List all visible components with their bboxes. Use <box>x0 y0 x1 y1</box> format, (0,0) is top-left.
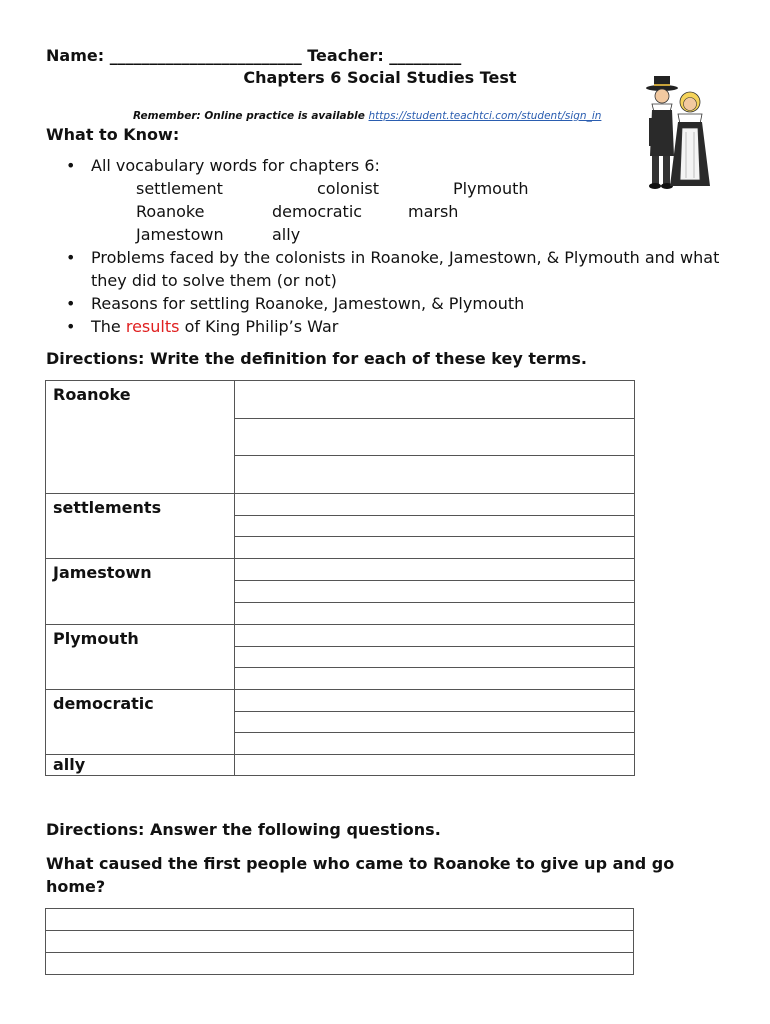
vocab-word: marsh <box>408 202 459 221</box>
answer-line[interactable] <box>235 419 635 456</box>
bullet-text-post: of King Philip’s War <box>184 317 339 336</box>
bullet-icon: • <box>66 248 76 267</box>
vocab-word: colonist <box>317 179 380 198</box>
answer-line[interactable] <box>235 733 635 755</box>
answer-line[interactable] <box>235 712 635 733</box>
answer-line[interactable] <box>235 494 635 516</box>
vocab-word: Roanoke <box>136 202 205 221</box>
answer-line[interactable] <box>235 559 635 581</box>
table-row <box>46 559 635 581</box>
teacher-label: Teacher: <box>307 46 384 65</box>
vocab-word: democratic <box>272 202 363 221</box>
term-cell: Plymouth <box>46 625 235 690</box>
teacher-blank[interactable]: _________ <box>389 46 462 65</box>
list-item <box>46 315 726 338</box>
name-blank[interactable]: ________________________ <box>109 46 302 65</box>
vocab-word: settlement <box>136 179 223 198</box>
term-cell: ally <box>46 755 235 776</box>
bullet-text-highlight: results <box>125 317 180 336</box>
answer-line[interactable] <box>235 690 635 712</box>
answer-line[interactable] <box>45 953 634 975</box>
answer-line[interactable] <box>45 908 634 931</box>
term-cell: Roanoke <box>46 381 235 494</box>
vocab-grid <box>91 177 726 246</box>
answer-line[interactable] <box>235 581 635 603</box>
term-cell: settlements <box>46 494 235 559</box>
name-label: Name: <box>46 46 105 65</box>
question-1: What caused the first people who came to Roanoke to give up and go home? <box>46 854 675 896</box>
bullet-icon: • <box>66 156 76 175</box>
page-title: Chapters 6 Social Studies Test <box>243 68 517 87</box>
what-to-know-heading: What to Know: <box>46 125 180 144</box>
answer-line[interactable] <box>235 647 635 668</box>
answer-line[interactable] <box>45 931 634 953</box>
term-cell: Jamestown <box>46 559 235 625</box>
question-1-answer-box <box>45 908 634 975</box>
term-cell: democratic <box>46 690 235 755</box>
list-item <box>46 246 726 292</box>
answer-line[interactable] <box>235 381 635 419</box>
vocab-intro: All vocabulary words for chapters 6: <box>91 156 380 175</box>
table-row <box>46 625 635 647</box>
vocab-word: ally <box>272 225 301 244</box>
answer-line[interactable] <box>235 456 635 494</box>
answer-line[interactable] <box>235 537 635 559</box>
table-row <box>46 494 635 516</box>
list-item <box>46 292 726 315</box>
answer-line[interactable] <box>235 516 635 537</box>
bullet-icon: • <box>66 317 76 336</box>
bullet-text-pre: The <box>91 317 121 336</box>
answer-line[interactable] <box>235 755 635 776</box>
table-row <box>46 755 635 776</box>
answer-line[interactable] <box>235 668 635 690</box>
questions-directions: Directions: Answer the following questions. <box>46 820 441 839</box>
definitions-directions: Directions: Write the definition for each of these key terms. <box>46 349 587 368</box>
remember-text: Remember: Online practice is available <box>133 110 365 122</box>
bullet-icon: • <box>66 294 76 313</box>
know-list <box>46 154 726 338</box>
table-row <box>46 381 635 419</box>
practice-link[interactable]: https://student.teachtci.com/student/sign_in <box>368 110 602 122</box>
name-teacher-line <box>46 46 461 65</box>
table-row <box>46 690 635 712</box>
answer-line[interactable] <box>235 603 635 625</box>
definitions-table <box>45 380 635 776</box>
vocab-word: Jamestown <box>136 225 224 244</box>
bullet-text: Problems faced by the colonists in Roanoke, Jamestown, & Plymouth and what they did to solve them (or not) <box>91 248 720 290</box>
remember-note <box>133 110 601 122</box>
list-item <box>46 154 726 246</box>
bullet-text: Reasons for settling Roanoke, Jamestown, & Plymouth <box>91 294 525 313</box>
vocab-word: Plymouth <box>453 179 529 198</box>
answer-line[interactable] <box>235 625 635 647</box>
